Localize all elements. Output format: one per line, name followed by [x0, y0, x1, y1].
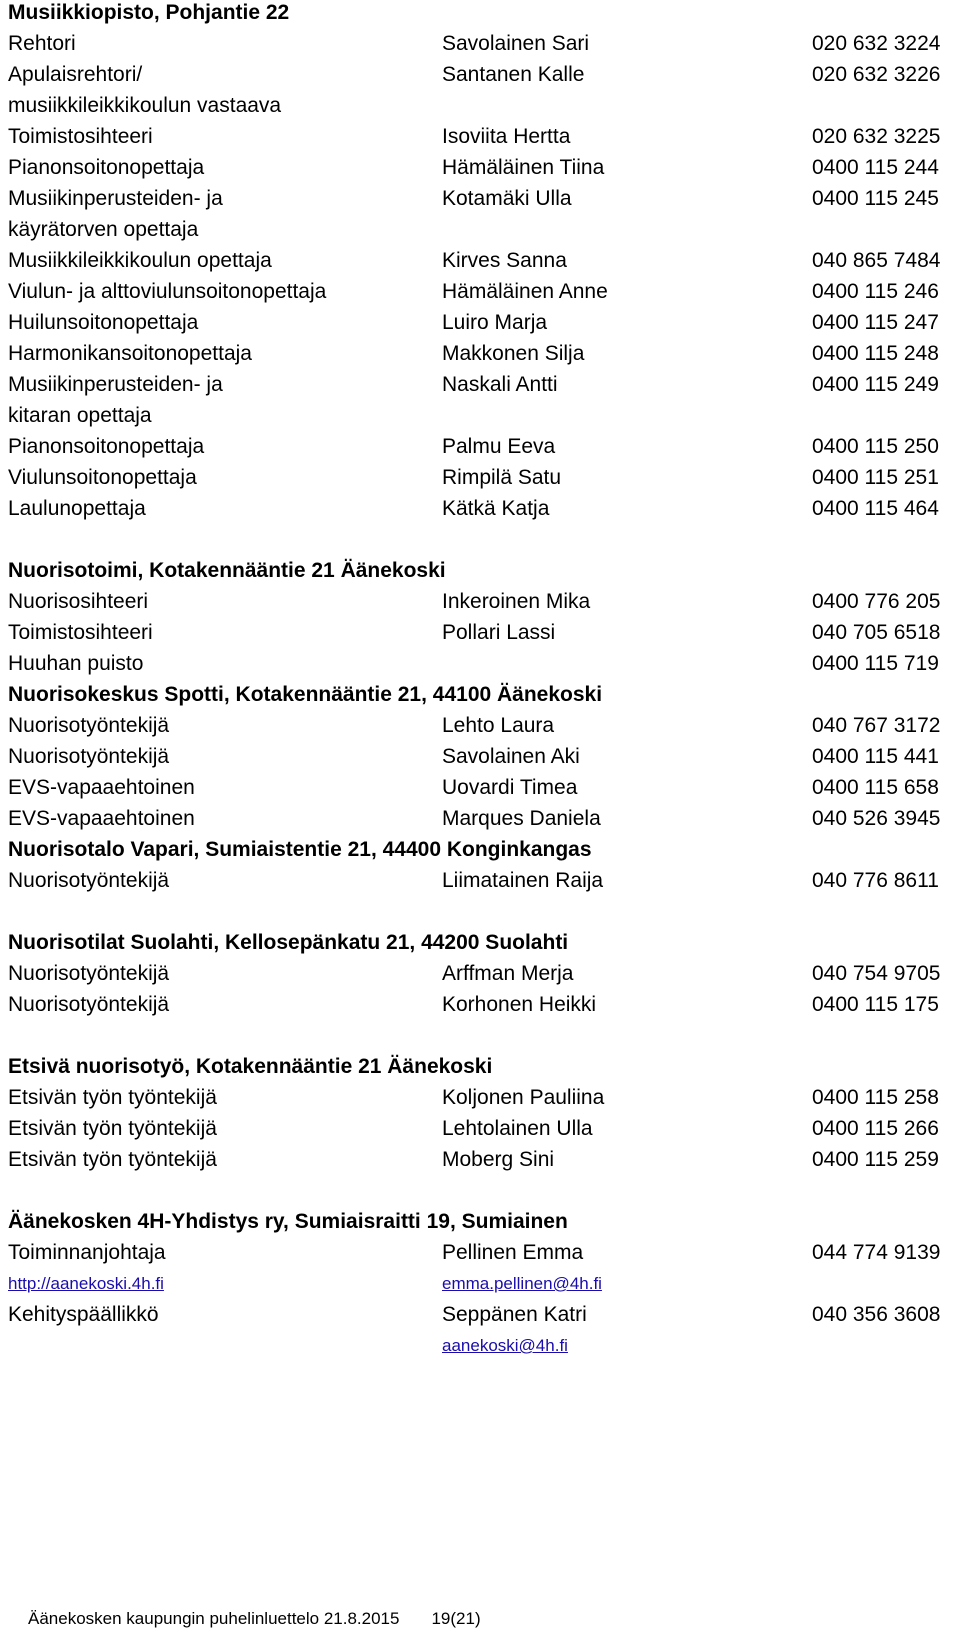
phone-number: 040 526 3945	[812, 807, 941, 830]
phone-number: 0400 115 258	[812, 1086, 939, 1109]
table-row	[8, 434, 960, 465]
job-title: Nuorisotyöntekijä	[8, 745, 170, 768]
job-title: Toimistosihteeri	[8, 125, 153, 148]
directory-page	[8, 0, 960, 1364]
person-name: Uovardi Timea	[442, 776, 578, 799]
person-name: Luiro Marja	[442, 311, 548, 334]
table-row	[8, 310, 960, 341]
person-name: Hämäläinen Anne	[442, 280, 608, 303]
email-link[interactable]: aanekoski@4h.fi	[442, 1336, 568, 1355]
person-name: Pollari Lassi	[442, 621, 556, 644]
table-row	[8, 961, 960, 992]
table-row	[8, 744, 960, 775]
table-row	[8, 1147, 960, 1178]
table-row	[8, 124, 960, 155]
job-title: Nuorisotyöntekijä	[8, 869, 170, 892]
person-name: Lehto Laura	[442, 714, 555, 737]
person-name: Marques Daniela	[442, 807, 601, 830]
page-footer	[28, 1609, 481, 1629]
phone-number: 0400 115 175	[812, 993, 939, 1016]
person-name: Arffman Merja	[442, 962, 574, 985]
person-name: Kirves Sanna	[442, 249, 567, 272]
table-row	[8, 1085, 960, 1116]
table-row	[8, 775, 960, 806]
person-name: Kätkä Katja	[442, 497, 550, 520]
person-name: Pellinen Emma	[442, 1241, 584, 1264]
table-row	[8, 1116, 960, 1147]
phone-number: 0400 115 658	[812, 776, 939, 799]
table-row	[8, 992, 960, 1023]
section-heading: Nuorisotalo Vapari, Sumiaistentie 21, 44400 Konginkangas	[8, 838, 592, 861]
page-number: 19(21)	[431, 1609, 481, 1628]
table-row	[8, 806, 960, 837]
footer-text: Äänekosken kaupungin puhelinluettelo 21.8.2015	[28, 1609, 400, 1628]
job-title: Viulun- ja alttoviulunsoitonopettaja	[8, 280, 327, 303]
person-name: Inkeroinen Mika	[442, 590, 591, 613]
phone-number: 0400 115 246	[812, 280, 939, 303]
phone-number: 020 632 3226	[812, 63, 941, 86]
table-row	[8, 62, 960, 124]
phone-number: 0400 115 249	[812, 373, 939, 396]
person-name: Savolainen Aki	[442, 745, 580, 768]
section-heading: Musiikkiopisto, Pohjantie 22	[8, 1, 290, 24]
table-row	[8, 868, 960, 899]
job-title: Etsivän työn työntekijä	[8, 1148, 217, 1171]
person-name: Isoviita Hertta	[442, 125, 571, 148]
job-title: Nuorisotyöntekijä	[8, 993, 170, 1016]
section-heading: Nuorisokeskus Spotti, Kotakennääntie 21, 44100 Äänekoski	[8, 683, 603, 706]
section-heading: Etsivä nuorisotyö, Kotakennääntie 21 Äänekoski	[8, 1055, 493, 1078]
job-title: Musiikinperusteiden- ja käyrätorven opettaja	[8, 187, 223, 241]
phone-number: 0400 115 247	[812, 311, 939, 334]
person-name: Korhonen Heikki	[442, 993, 597, 1016]
phone-number: 0400 115 248	[812, 342, 939, 365]
job-title: Rehtori	[8, 32, 76, 55]
table-row	[8, 496, 960, 527]
table-row	[8, 1240, 960, 1271]
phone-number: 040 767 3172	[812, 714, 941, 737]
link-row	[8, 1271, 960, 1302]
person-name: Hämäläinen Tiina	[442, 156, 605, 179]
job-title: Harmonikansoitonopettaja	[8, 342, 252, 365]
phone-number: 0400 115 266	[812, 1117, 939, 1140]
person-name: Lehtolainen Ulla	[442, 1117, 593, 1140]
phone-number: 020 632 3225	[812, 125, 941, 148]
person-name: Koljonen Pauliina	[442, 1086, 605, 1109]
job-title: Toimistosihteeri	[8, 621, 153, 644]
section-heading: Nuorisotilat Suolahti, Kellosepänkatu 21, 44200 Suolahti	[8, 931, 569, 954]
phone-number: 0400 115 250	[812, 435, 939, 458]
phone-number: 0400 776 205	[812, 590, 941, 613]
section-heading: Äänekosken 4H-Yhdistys ry, Sumiaisraitti 19, Sumiainen	[8, 1210, 568, 1233]
job-title: Apulaisrehtori/ musiikkileikkikoulun vastaava	[8, 63, 282, 117]
phone-number: 040 776 8611	[812, 869, 939, 892]
phone-number: 040 754 9705	[812, 962, 941, 985]
table-row	[8, 713, 960, 744]
table-row	[8, 465, 960, 496]
job-title: Toiminnanjohtaja	[8, 1241, 166, 1264]
table-row	[8, 279, 960, 310]
table-row	[8, 1302, 960, 1333]
phone-number: 0400 115 251	[812, 466, 939, 489]
job-title: Laulunopettaja	[8, 497, 146, 520]
person-name: Liimatainen Raija	[442, 869, 604, 892]
table-row	[8, 248, 960, 279]
person-name: Moberg Sini	[442, 1148, 555, 1171]
job-title: Nuorisotyöntekijä	[8, 962, 170, 985]
job-title: Kehityspäällikkö	[8, 1303, 159, 1326]
job-title: EVS-vapaaehtoinen	[8, 807, 195, 830]
phone-number: 0400 115 719	[812, 652, 939, 675]
job-title: Nuorisotyöntekijä	[8, 714, 170, 737]
section-heading: Nuorisotoimi, Kotakennääntie 21 Äänekoski	[8, 559, 446, 582]
job-title: Huuhan puisto	[8, 652, 144, 675]
table-row	[8, 372, 960, 434]
job-title: Nuorisosihteeri	[8, 590, 149, 613]
phone-number: 0400 115 244	[812, 156, 939, 179]
job-title: Musiikkileikkikoulun opettaja	[8, 249, 272, 272]
table-row	[8, 341, 960, 372]
table-row	[8, 651, 960, 682]
job-title: Viulunsoitonopettaja	[8, 466, 197, 489]
person-name: Makkonen Silja	[442, 342, 585, 365]
table-row	[8, 620, 960, 651]
person-name: Rimpilä Satu	[442, 466, 562, 489]
table-row	[8, 589, 960, 620]
table-row	[8, 186, 960, 248]
job-title: Pianonsoitonopettaja	[8, 435, 205, 458]
phone-number: 0400 115 259	[812, 1148, 939, 1171]
person-name: Santanen Kalle	[442, 63, 585, 86]
phone-number: 040 865 7484	[812, 249, 941, 272]
phone-number: 0400 115 441	[812, 745, 939, 768]
job-title: Pianonsoitonopettaja	[8, 156, 205, 179]
person-name: Palmu Eeva	[442, 435, 556, 458]
job-title: Etsivän työn työntekijä	[8, 1117, 217, 1140]
person-name: Savolainen Sari	[442, 32, 590, 55]
phone-number: 040 705 6518	[812, 621, 941, 644]
email-link[interactable]: emma.pellinen@4h.fi	[442, 1274, 602, 1293]
link-row	[8, 1333, 960, 1364]
person-name: Kotamäki Ulla	[442, 187, 572, 210]
table-row	[8, 155, 960, 186]
website-link[interactable]: http://aanekoski.4h.fi	[8, 1274, 164, 1293]
phone-number: 020 632 3224	[812, 32, 941, 55]
phone-number: 040 356 3608	[812, 1303, 941, 1326]
job-title: EVS-vapaaehtoinen	[8, 776, 195, 799]
job-title: Musiikinperusteiden- ja kitaran opettaja	[8, 373, 223, 427]
table-row	[8, 31, 960, 62]
person-name: Naskali Antti	[442, 373, 558, 396]
job-title: Huilunsoitonopettaja	[8, 311, 199, 334]
phone-number: 044 774 9139	[812, 1241, 941, 1264]
phone-number: 0400 115 464	[812, 497, 939, 520]
phone-number: 0400 115 245	[812, 187, 939, 210]
person-name: Seppänen Katri	[442, 1303, 587, 1326]
job-title: Etsivän työn työntekijä	[8, 1086, 217, 1109]
